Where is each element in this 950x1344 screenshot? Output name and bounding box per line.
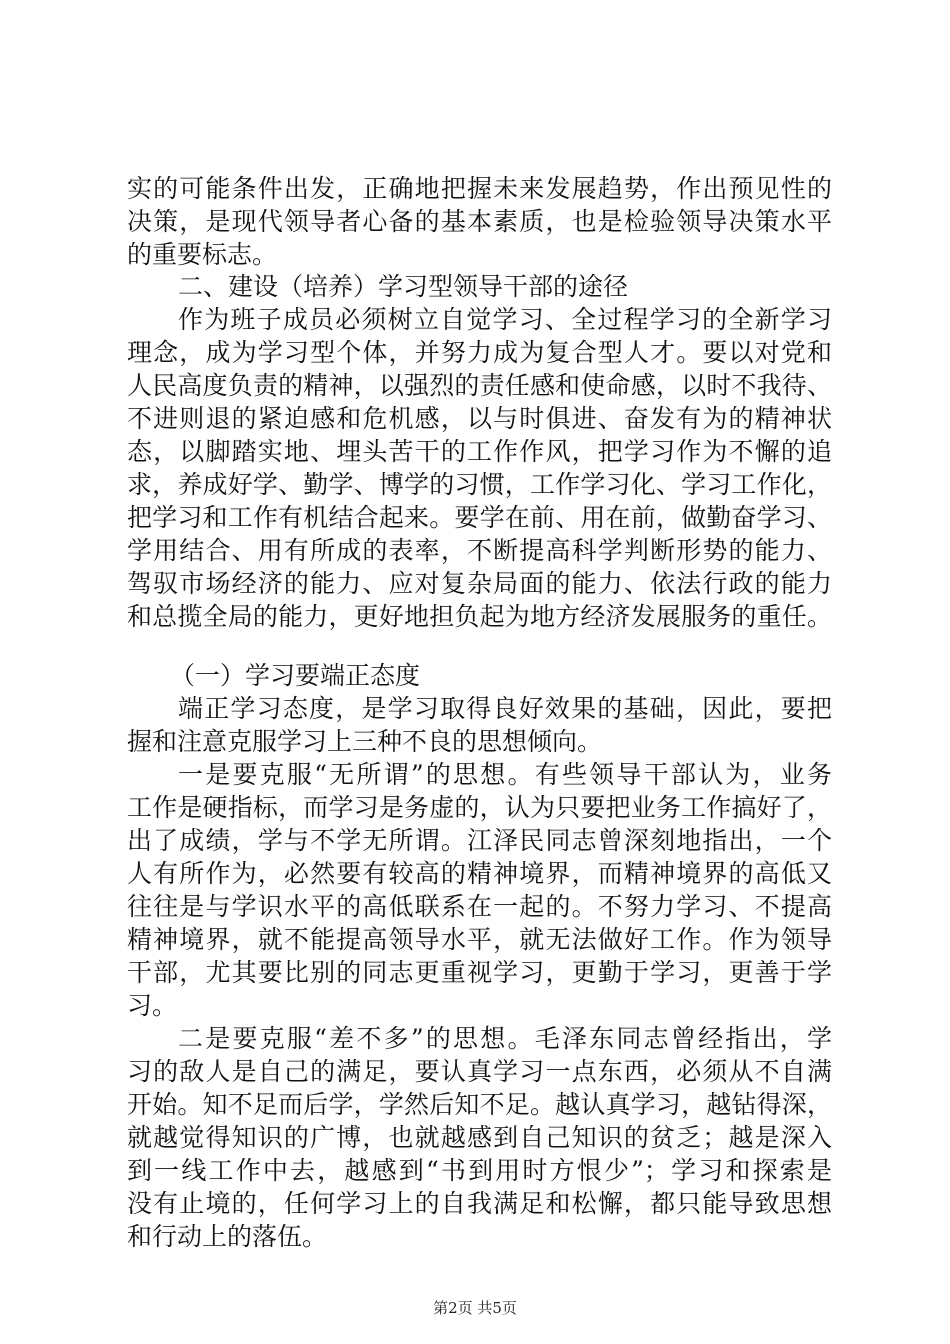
text-line: 干部，尤其要比别的同志更重视学习，更勤于学习，更善于学 [127, 958, 832, 987]
text-line: 实的可能条件出发，正确地把握未来发展趋势，作出预见性的 [127, 174, 832, 203]
text-line: 不进则退的紧迫感和危机感，以与时俱进、奋发有为的精神状 [127, 404, 832, 433]
text-line: 人有所作为，必然要有较高的精神境界，而精神境界的高低又 [127, 859, 832, 888]
text-line: 二是要克服“差不多”的思想。毛泽东同志曾经指出，学 [178, 1024, 832, 1053]
text-line: 学用结合、用有所成的表率，不断提高科学判断形势的能力、 [127, 536, 832, 565]
text-line: 开始。知不足而后学，学然后知不足。越认真学习，越钻得深， [127, 1090, 832, 1119]
text-line: 求，养成好学、勤学、博学的习惯，工作学习化、学习工作化， [127, 470, 832, 499]
text-line: 把学习和工作有机结合起来。要学在前、用在前，做勤奋学习、 [127, 503, 832, 532]
text-line: 决策，是现代领导者心备的基本素质，也是检验领导决策水平 [127, 207, 832, 236]
text-line: 没有止境的，任何学习上的自我满足和松懈，都只能导致思想 [127, 1189, 832, 1218]
text-line: 工作是硬指标，而学习是务虚的，认为只要把业务工作搞好了， [127, 793, 832, 822]
text-line: 理念，成为学习型个体，并努力成为复合型人才。要以对党和 [127, 338, 832, 367]
page-number: 第2页 共5页 [433, 1299, 517, 1317]
text-line: 和总揽全局的能力，更好地担负起为地方经济发展服务的重任。 [127, 602, 832, 631]
text-line: 和行动上的落伍。 [127, 1222, 328, 1251]
text-line: 驾驭市场经济的能力、应对复杂局面的能力、依法行政的能力 [127, 569, 832, 598]
text-line: 习。 [127, 991, 178, 1020]
text-line: 往往是与学识水平的高低联系在一起的。不努力学习、不提高 [127, 892, 832, 921]
text-line: 出了成绩，学与不学无所谓。江泽民同志曾深刻地指出，一个 [127, 826, 832, 855]
text-line: 人民高度负责的精神，以强烈的责任感和使命感，以时不我待、 [127, 371, 832, 400]
text-line: 的重要标志。 [127, 240, 278, 269]
text-line: 就越觉得知识的广博，也就越感到自己知识的贫乏；越是深入 [127, 1123, 832, 1152]
text-line: 作为班子成员必须树立自觉学习、全过程学习的全新学习 [178, 305, 832, 334]
text-line: 精神境界，就不能提高领导水平，就无法做好工作。作为领导 [127, 925, 832, 954]
text-line: 到一线工作中去，越感到“书到用时方恨少”；学习和探索是 [127, 1156, 832, 1185]
section-heading: 二、建设（培养）学习型领导干部的途径 [178, 272, 629, 301]
text-line: 态，以脚踏实地、埋头苦干的工作作风，把学习作为不懈的追 [127, 437, 832, 466]
text-line: 端正学习态度，是学习取得良好效果的基础，因此，要把 [178, 694, 832, 723]
subsection-heading: （一）学习要端正态度 [170, 661, 421, 690]
text-line: 习的敌人是自己的满足，要认真学习一点东西，必须从不自满 [127, 1057, 832, 1086]
text-line: 握和注意克服学习上三种不良的思想倾向。 [127, 727, 603, 756]
text-line: 一是要克服“无所谓”的思想。有些领导干部认为，业务 [178, 760, 832, 789]
